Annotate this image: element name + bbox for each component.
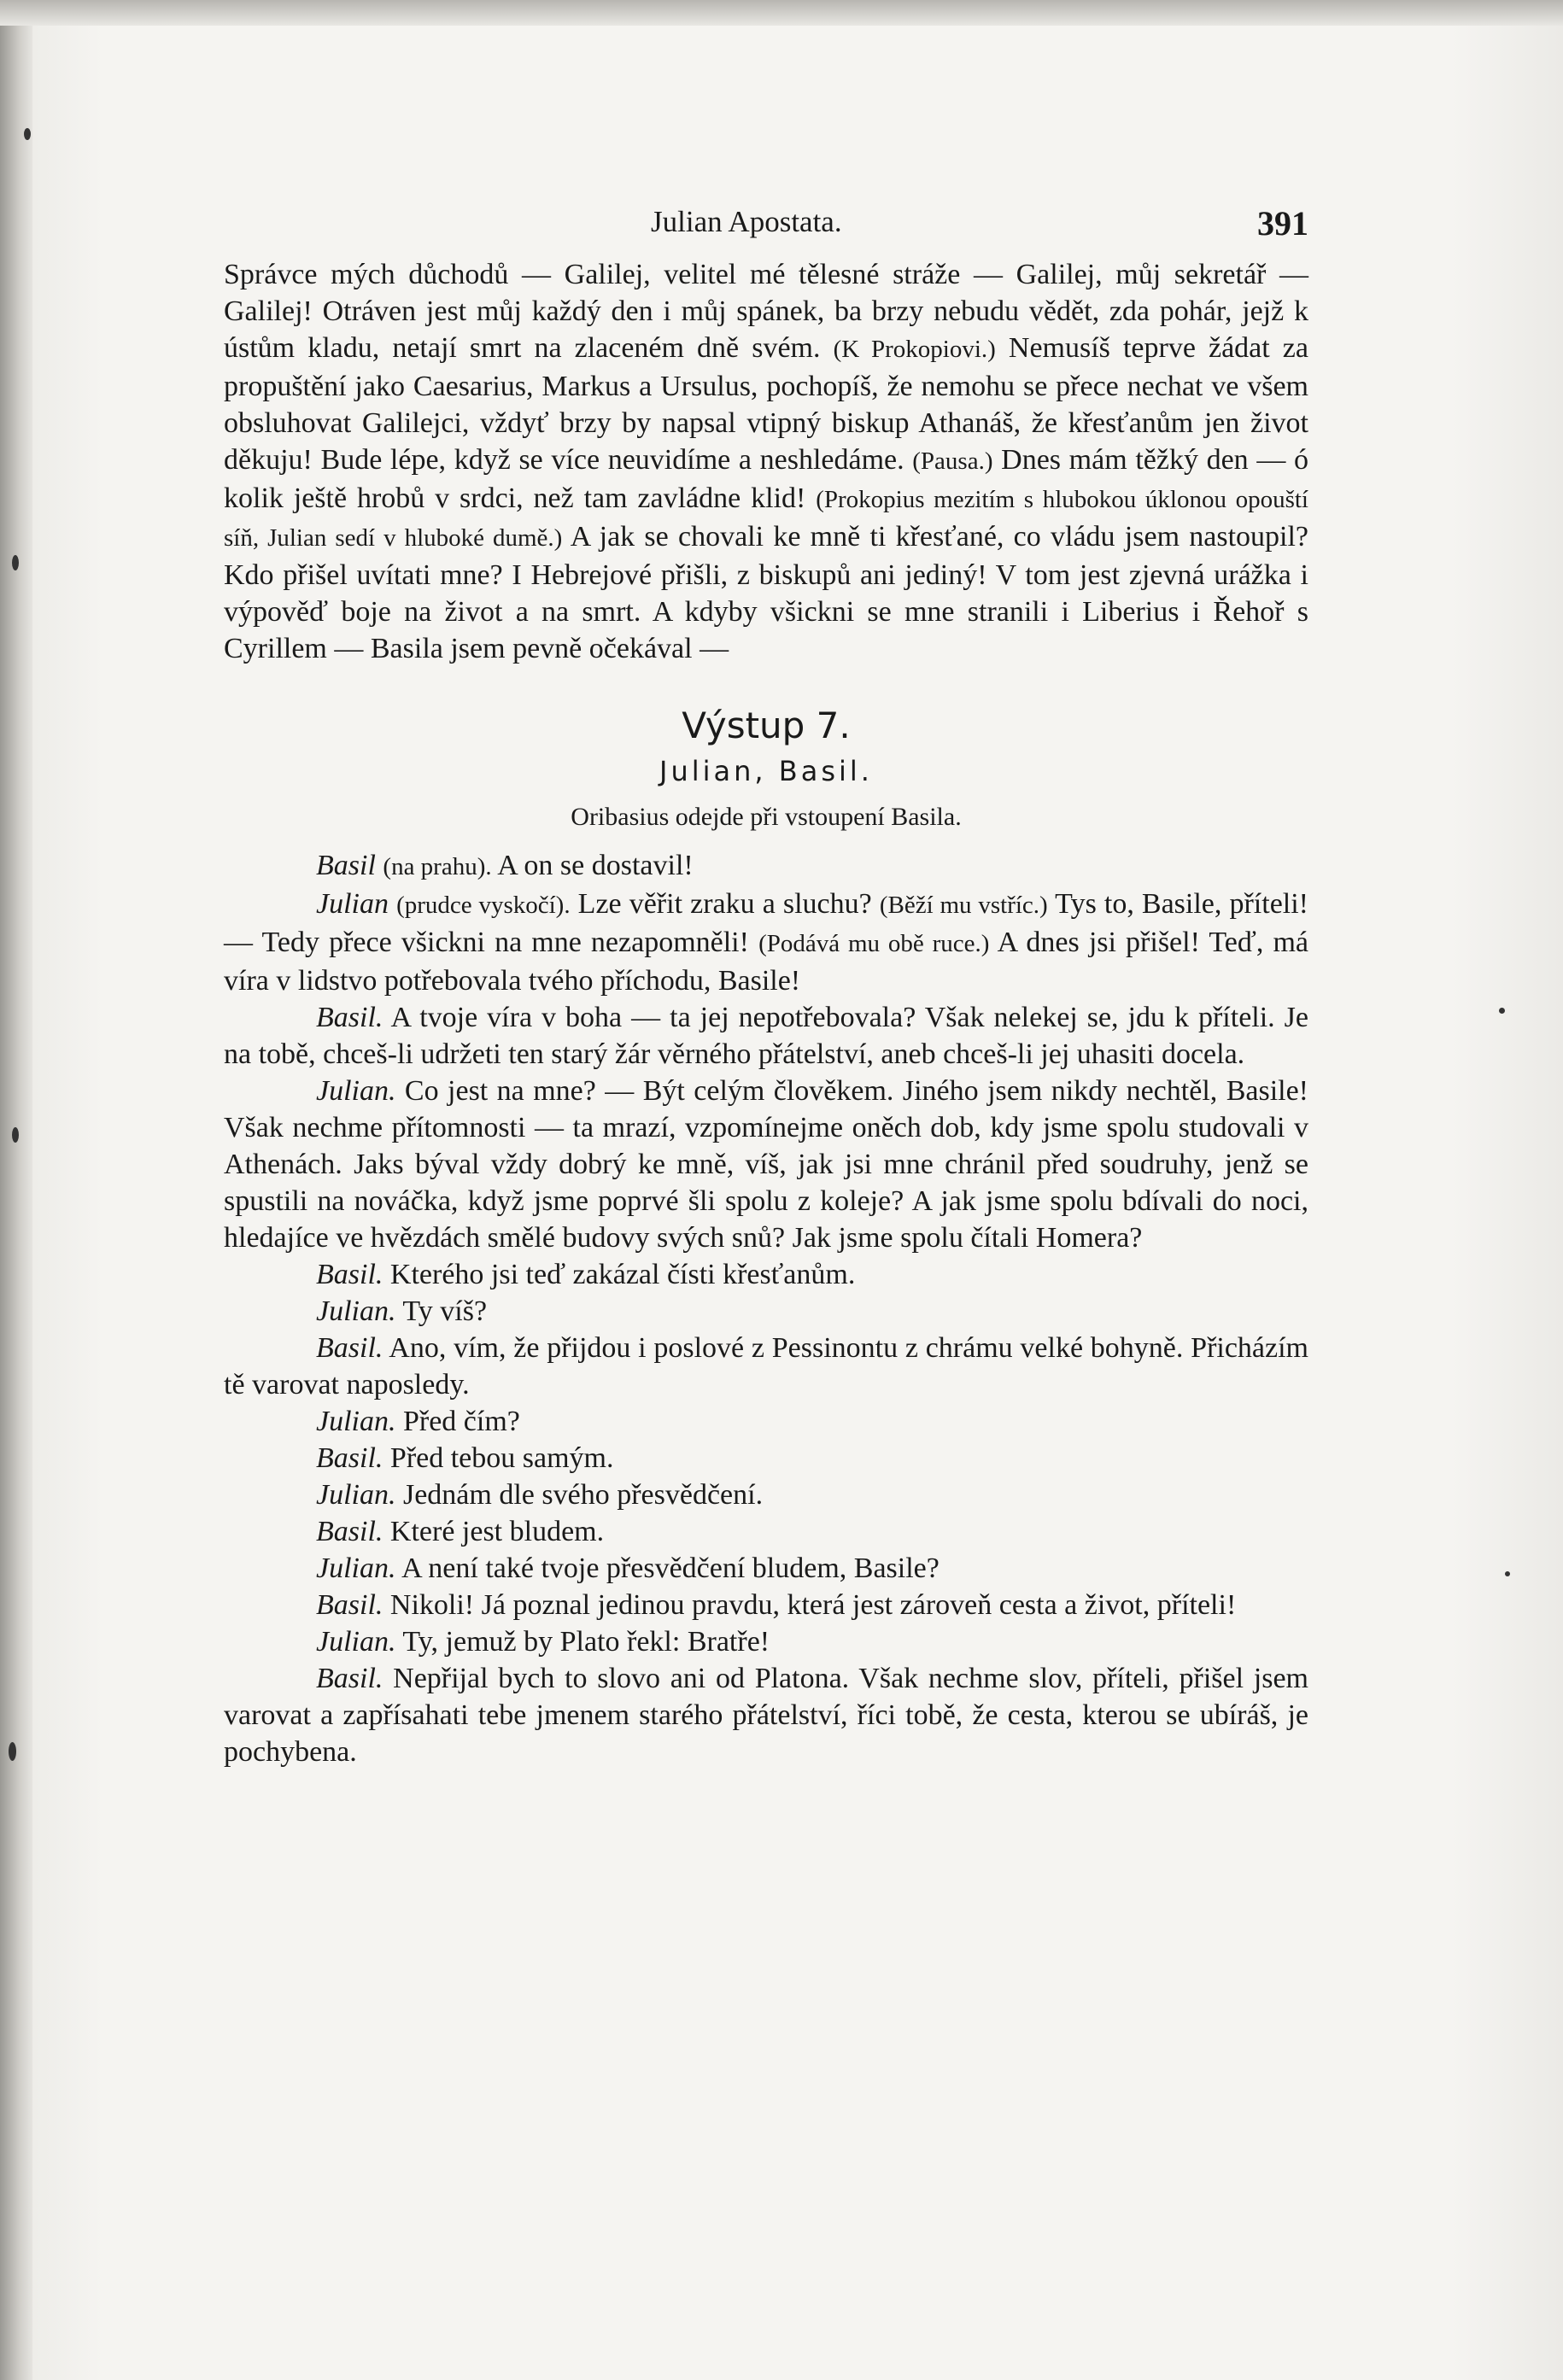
stage-direction: (Běží mu vstříc.) xyxy=(879,892,1048,919)
stage-direction: (Podává mu obě ruce.) xyxy=(758,930,990,957)
dialogue-line xyxy=(224,1660,1308,1770)
speaker-name: Basil. xyxy=(316,1663,383,1694)
print-speck xyxy=(1499,1008,1505,1014)
text-run: Nepřijal bych to slovo ani od Platona. Však nechme slov, příteli, přišel jsem varovat a zapřísahati tebe jmenem starého přátelství, říci tobě, že cesta, kterou se ubíráš, je pochybena. xyxy=(224,1663,1308,1768)
print-speck xyxy=(9,1742,16,1761)
text-run: Před tebou samým. xyxy=(383,1442,614,1474)
text-run: Nikoli! Já poznal jedinou pravdu, která jest zároveň cesta a život, příteli! xyxy=(383,1589,1237,1621)
text-run: Nemusíš teprve žádat za propuštění jako Caesarius, Markus a Ursulus, pochopíš, že nemohu se přece nechat ve všem obsluhovat Galilejci, vždyť brzy by napsal vtipný biskup Athanáš, že křesťanům jen život děkuju! Bude lépe, když se více neuvidíme a neshledáme. xyxy=(224,332,1308,476)
print-speck xyxy=(12,1127,19,1143)
stage-direction: (na prahu). xyxy=(383,853,492,880)
speaker-name: Basil. xyxy=(316,1516,383,1547)
speaker-name: Julian. xyxy=(316,1295,396,1327)
stage-direction: (Prokopius mezitím s hlubokou úklonou opouští síň, Julian sedí v hluboké dumě.) xyxy=(224,486,1308,552)
text-run: Tys to, Basile, příteli! — Tedy přece všickni na mne nezapomněli! xyxy=(224,888,1309,958)
page-number: 391 xyxy=(1257,204,1308,243)
speaker-name: Julian. xyxy=(316,1075,396,1107)
stage-direction: (prudce vyskočí). xyxy=(396,892,571,919)
text-run: Lze věřit zraku a sluchu? xyxy=(570,888,880,920)
text-run: A dnes jsi přišel! Teď, má víra v lidstvo potřebovala tvého příchodu, Basile! xyxy=(224,927,1309,997)
stage-direction: (K Prokopiovi.) xyxy=(833,336,996,363)
text-run: A tvoje víra v boha — ta jej nepotřebovala? Však nelekej se, jdu k příteli. Je na tobě, chceš-li udržeti ten starý žár věrného přátelství, aneb chceš-li jej uhasiti docela. xyxy=(224,1002,1308,1070)
print-speck xyxy=(24,128,31,140)
stage-direction: (Pausa.) xyxy=(912,447,993,475)
speaker-name: Basil. xyxy=(316,1259,383,1290)
scene-heading: Výstup 7. xyxy=(682,705,851,746)
speaker-name: Basil. xyxy=(316,1442,383,1474)
speaker-name: Julian xyxy=(316,888,389,920)
text-run: A jak se chovali ke mně ti křesťané, co vládu jsem nastoupil? Kdo přišel uvítati mne? I Hebrejové přišli, z biskupů ani jediný! V tom jest zjevná urážka i výpověď boje na život a na smrt. A kdyby všickni se mne stranili i Liberius i Řehoř s Cyrillem — Basila jsem pevně očekával — xyxy=(224,521,1309,664)
dialogue-line xyxy=(224,1513,1308,1550)
text-run: Jednám dle svého přesvědčení. xyxy=(395,1479,764,1511)
dialogue xyxy=(224,847,1308,1770)
dialogue-line xyxy=(224,999,1308,1073)
scene-stage-direction: Oribasius odejde při vstoupení Basila. xyxy=(571,803,962,831)
text-run: A není také tvoje přesvědčení bludem, Basile? xyxy=(395,1553,940,1584)
speaker-name: Julian. xyxy=(316,1553,396,1584)
dialogue-line xyxy=(224,1403,1308,1440)
speaker-name: Basil. xyxy=(316,1589,383,1621)
dialogue-line xyxy=(224,886,1308,999)
dialogue-line xyxy=(224,1587,1308,1623)
dialogue-line xyxy=(224,1256,1308,1293)
text-run: Ano, vím, že přijdou i poslové z Pessinontu z chrámu velké bohyně. Přicházím tě varovat naposledy. xyxy=(224,1332,1308,1401)
text-run: Před čím? xyxy=(395,1406,520,1437)
running-header xyxy=(224,196,1308,256)
running-title: Julian Apostata. xyxy=(651,205,842,238)
page-top-shadow xyxy=(0,0,1563,26)
dialogue-line xyxy=(224,1623,1308,1660)
dialogue-line xyxy=(224,1477,1308,1513)
speaker-name: Julian. xyxy=(316,1479,396,1511)
speaker-name: Julian. xyxy=(316,1406,396,1437)
dialogue-line xyxy=(224,847,1308,886)
page-edge-shadow xyxy=(0,0,32,2380)
dialogue-line xyxy=(224,1073,1308,1256)
speaker-name: Julian. xyxy=(316,1626,396,1658)
dialogue-line xyxy=(224,1330,1308,1403)
speaker-name: Basil. xyxy=(316,1332,383,1364)
speaker-name: Basil xyxy=(316,850,376,881)
print-speck xyxy=(12,555,19,570)
opening-paragraph xyxy=(224,256,1308,667)
text-run: Dnes mám těžký den — ó kolik ještě hrobů v srdci, než tam zavládne klid! xyxy=(224,444,1308,514)
dialogue-line xyxy=(224,1550,1308,1587)
text-run: Kterého jsi teď zakázal čísti křesťanům. xyxy=(383,1259,856,1290)
dialogue-line xyxy=(224,1293,1308,1330)
text-run: Ty, jemuž by Plato řekl: Bratře! xyxy=(395,1626,770,1658)
dialogue-line xyxy=(224,1440,1308,1477)
text-run: Správce mých důchodů — Galilej, velitel mé tělesné stráže — Galilej, můj sekretář — Galilej! Otráven jest můj každý den i můj spánek, ba brzy nebudu vědět, zda pohár, jejž k ústům kladu, netají smrt na zlaceném dně svém. xyxy=(224,259,1308,364)
text-run: Ty víš? xyxy=(395,1295,488,1327)
text-run: Které jest bludem. xyxy=(383,1516,605,1547)
print-speck xyxy=(1505,1571,1510,1576)
text-run: Co jest na mne? — Být celým člověkem. Jiného jsem nikdy nechtěl, Basile! Však nechme přítomnosti — ta mrazí, vzpomínejme oněch dob, kdy jsme spolu studovali v Athenách. Jaks býval vždy dobrý ke mně, víš, jak jsi mne chránil před soudruhy, jenž se spustili na nováčka, když jsme poprvé šli spolu z koleje? A jak jsme spolu bdívali do noci, hledajíce ve hvězdách smělé budovy svých snů? Jak jsme spolu čítali Homera? xyxy=(224,1075,1308,1254)
text-run: A on se dostavil! xyxy=(491,850,694,881)
scene-characters: Julian, Basil. xyxy=(659,755,873,787)
text-block xyxy=(224,196,1308,1770)
speaker-name: Basil. xyxy=(316,1002,383,1033)
